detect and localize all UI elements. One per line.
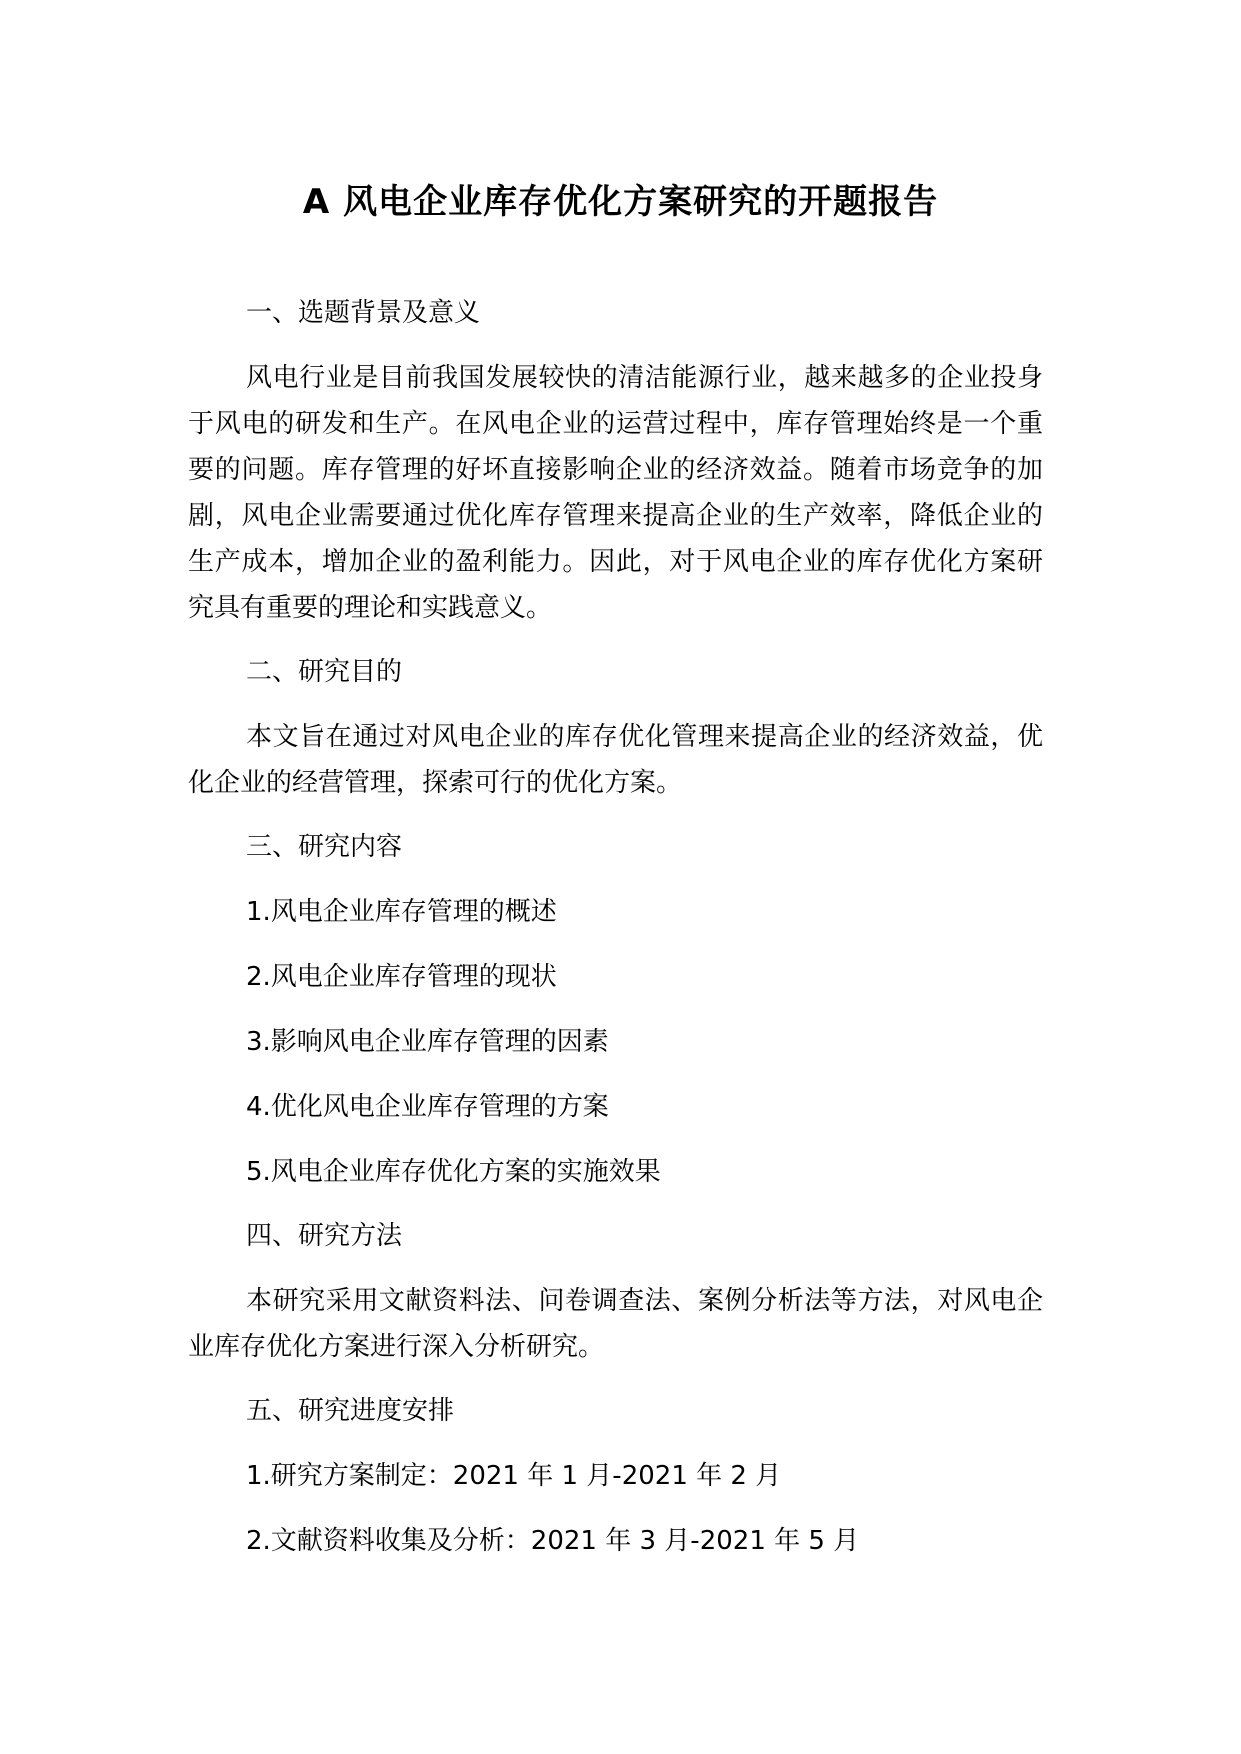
schedule-item: 2.文献资料收集及分析：2021 年 3 月-2021 年 5 月 [246, 1526, 860, 1556]
section-heading-content: 三、研究内容 [246, 832, 403, 862]
list-item: 3.影响风电企业库存管理的因素 [246, 1027, 609, 1057]
schedule-item: 1.研究方案制定：2021 年 1 月-2021 年 2 月 [246, 1461, 782, 1491]
document-title: A 风电企业库存优化方案研究的开题报告 [302, 182, 939, 222]
paragraph-objective: 本文旨在通过对风电企业的库存优化管理来提高企业的经济效益，优化企业的经营管理，探索可行的优化方案。 [188, 722, 1043, 798]
section-heading-background: 一、选题背景及意义 [246, 298, 481, 328]
list-item: 5.风电企业库存优化方案的实施效果 [246, 1157, 661, 1187]
section-heading-schedule: 五、研究进度安排 [246, 1396, 455, 1426]
paragraph-background: 风电行业是目前我国发展较快的清洁能源行业，越来越多的企业投身于风电的研发和生产。在风电企业的运营过程中，库存管理始终是一个重要的问题。库存管理的好坏直接影响企业的经济效益。随着市场竞争的加剧，风电企业需要通过优化库存管理来提高企业的生产效率，降低企业的生产成本，增加企业的盈利能力。因此，对于风电企业的库存优化方案研究具有重要的理论和实践意义。 [188, 363, 1043, 623]
document-body [188, 290, 1043, 1564]
section-heading-method: 四、研究方法 [246, 1221, 403, 1251]
paragraph-method: 本研究采用文献资料法、问卷调查法、案例分析法等方法，对风电企业库存优化方案进行深入分析研究。 [188, 1286, 1043, 1362]
list-item: 2.风电企业库存管理的现状 [246, 962, 557, 992]
section-heading-objective: 二、研究目的 [246, 657, 403, 687]
list-item: 4.优化风电企业库存管理的方案 [246, 1092, 609, 1122]
list-item: 1.风电企业库存管理的概述 [246, 897, 557, 927]
